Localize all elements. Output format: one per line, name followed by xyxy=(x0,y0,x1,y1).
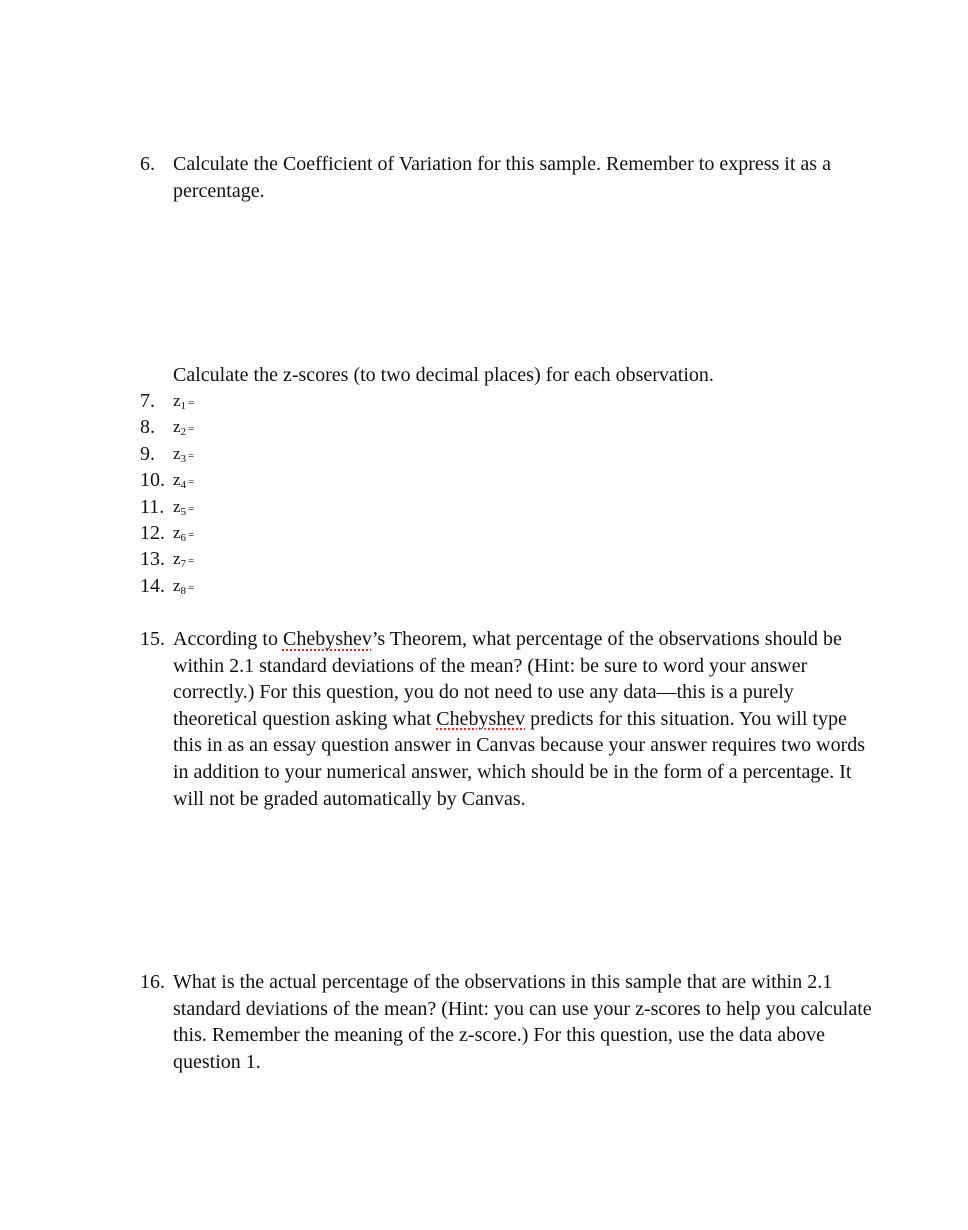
item-number: 13. xyxy=(140,548,165,571)
equals-sign: = xyxy=(188,502,195,515)
item-number: 12. xyxy=(140,521,165,544)
spellcheck-word[interactable]: Chebyshev xyxy=(436,707,526,730)
zscore-label xyxy=(173,441,194,469)
zscore-label xyxy=(173,414,194,442)
z-variable: z xyxy=(173,549,181,569)
item-number: 10. xyxy=(140,469,165,492)
question-number: 15. xyxy=(140,628,165,650)
zscore-label xyxy=(173,520,194,548)
z-subscript: 6 xyxy=(180,531,187,544)
text-segment: According to xyxy=(173,628,283,650)
text-segment: predicts for this situation. You will type this in as an essay question answer in Canvas because your answer requires two words in addition to your numerical answer, which should be in the form of a percentage. It will not be graded automatically by Canvas. xyxy=(173,707,866,810)
zscore-label xyxy=(173,573,194,601)
z-subscript: 2 xyxy=(180,426,187,439)
question-6 xyxy=(140,151,875,204)
zscore-label xyxy=(173,494,194,522)
equals-sign: = xyxy=(188,449,195,462)
equals-sign: = xyxy=(188,397,195,409)
item-number: 9. xyxy=(140,442,155,465)
z-variable: z xyxy=(173,417,181,437)
question-16 xyxy=(140,969,875,1075)
question-text: Calculate the Coefficient of Variation for this sample. Remember to express it as a percentage. xyxy=(173,153,831,202)
z-subscript: 4 xyxy=(180,479,187,492)
z-variable: z xyxy=(173,391,181,410)
text-segment: ’s Theorem, what percentage of the observations should be within 2.1 standard deviations of the mean? (Hint: be sure to word your answer correctly.) For this question, you do not need to use any data—this is a purely theoretical question asking what xyxy=(173,628,842,730)
question-text xyxy=(173,626,875,812)
z-variable: z xyxy=(173,575,181,595)
z-subscript: 1 xyxy=(180,400,187,412)
item-number: 14. xyxy=(140,574,165,597)
equals-sign: = xyxy=(188,476,195,489)
item-number: 7. xyxy=(140,390,155,412)
question-text: What is the actual percentage of the observations in this sample that are within 2.1 standard deviations of the mean? (Hint: you can use your z-scores to help you calculate this. Remember the meaning of the z-score.) For this question, use the data above question 1. xyxy=(173,971,872,1073)
question-number: 6. xyxy=(140,153,155,175)
zscore-label xyxy=(173,546,194,574)
zscore-instructions: Calculate the z-scores (to two decimal places) for each observation. xyxy=(173,364,714,386)
question-number: 16. xyxy=(140,971,165,993)
zscore-label xyxy=(173,388,194,416)
item-number: 11. xyxy=(140,495,165,518)
zscore-label xyxy=(173,467,194,495)
z-subscript: 7 xyxy=(180,558,187,571)
z-subscript: 3 xyxy=(180,452,187,465)
z-variable: z xyxy=(173,443,181,463)
z-variable: z xyxy=(173,522,181,542)
z-subscript: 8 xyxy=(180,584,187,597)
z-variable: z xyxy=(173,496,181,516)
z-subscript: 5 xyxy=(180,505,187,518)
equals-sign: = xyxy=(188,555,195,568)
spellcheck-word[interactable]: Chebyshev xyxy=(282,628,372,650)
equals-sign: = xyxy=(188,528,195,541)
equals-sign: = xyxy=(188,581,195,594)
equals-sign: = xyxy=(188,423,195,436)
question-15 xyxy=(140,626,875,812)
item-number: 8. xyxy=(140,416,155,439)
z-variable: z xyxy=(173,470,181,490)
